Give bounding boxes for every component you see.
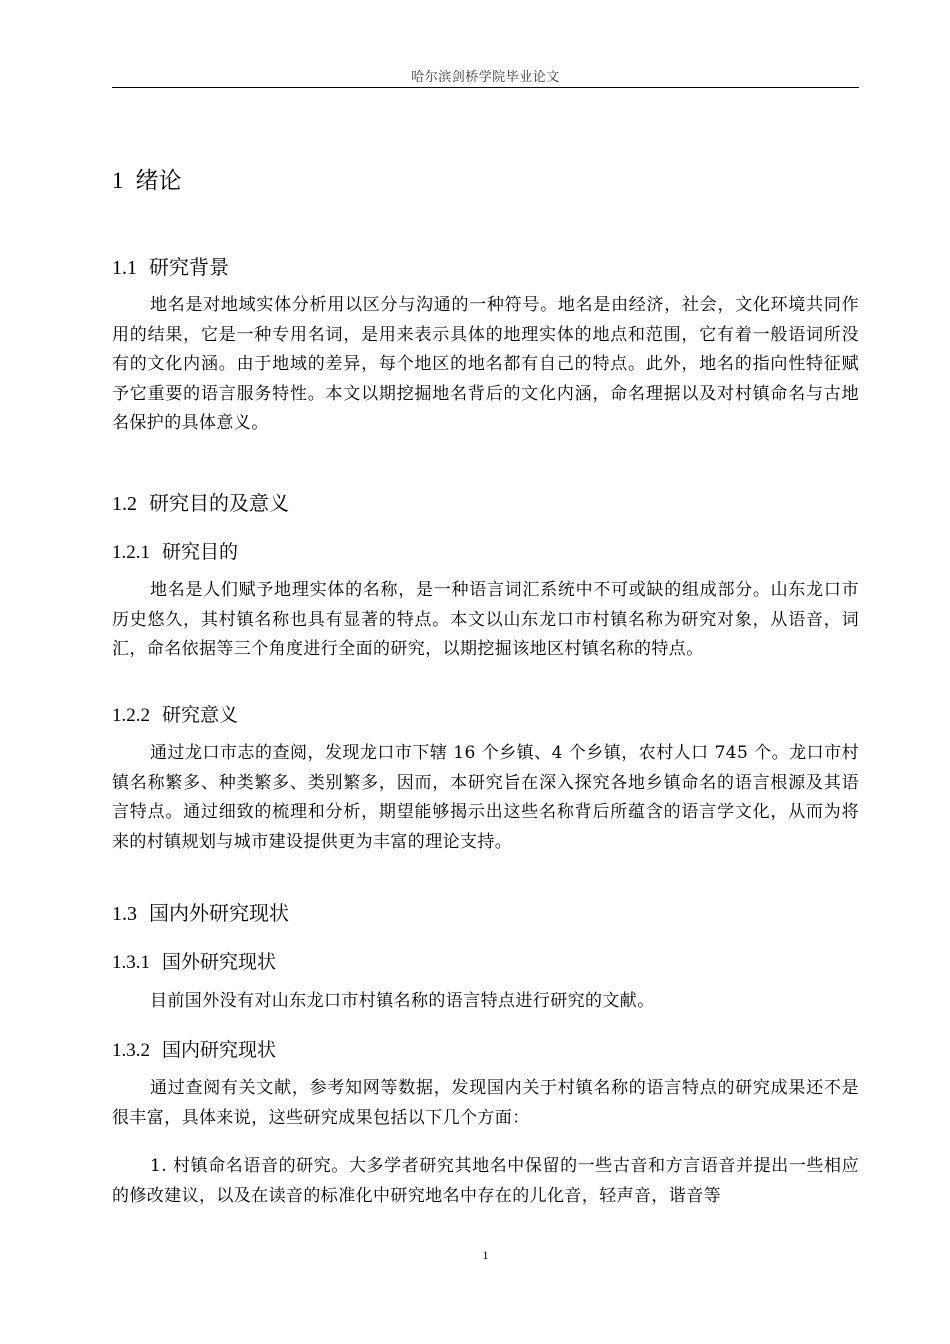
subsection-heading-1-2-2	[112, 700, 238, 727]
section-title: 研究背景	[149, 255, 229, 279]
section-title: 研究目的及意义	[149, 491, 289, 515]
section-title: 国内外研究现状	[149, 901, 289, 925]
subsection-heading-1-3-2	[112, 1035, 276, 1062]
subsection-number: 1.3.1	[112, 952, 150, 973]
section-number: 1.3	[112, 903, 137, 925]
page-number: 1	[482, 1248, 489, 1262]
paragraph-research-significance: 通过龙口市志的查阅，发现龙口市下辖 16 个乡镇、4 个乡镇，农村人口 745 个。龙口市村镇名称繁多、种类繁多、类别繁多，因而，本研究旨在深入探究各地乡镇命名的语言根源及其语言特点。通过细致的梳理和分析，期望能够揭示出这些名称背后所蕴含的语言学文化，从而为将来的村镇规划与城市建设提供更为丰富的理论支持。	[112, 743, 859, 852]
subsection-title: 研究意义	[162, 704, 239, 726]
paragraph-domestic-research: 通过查阅有关文献，参考知网等数据，发现国内关于村镇名称的语言特点的研究成果还不是很丰富，具体来说，这些研究成果包括以下几个方面：	[112, 1078, 859, 1128]
list-item-1: 1. 村镇命名语音的研究。大多学者研究其地名中保留的一些古音和方言语音并提出一些相应的修改建议，以及在读音的标准化中研究地名中存在的儿化音，轻声音，谐音等	[112, 1156, 859, 1206]
subsection-number: 1.3.2	[112, 1040, 150, 1061]
section-heading-1-2	[112, 487, 289, 516]
paragraph-foreign-research: 目前国外没有对山东龙口市村镇名称的语言特点进行研究的文献。	[150, 991, 655, 1011]
paragraph-research-background: 地名是对地域实体分析用以区分与沟通的一种符号。地名是由经济，社会，文化环境共同作用的结果，它是一种专用名词，是用来表示具体的地理实体的地点和范围，它有着一般语词所没有的文化内涵。由于地域的差异，每个地区的地名都有自己的特点。此外，地名的指向性特征赋予它重要的语言服务特性。本文以期挖掘地名背后的文化内涵，命名理据以及对村镇命名与古地名保护的具体意义。	[112, 295, 859, 434]
subsection-number: 1.2.1	[112, 542, 150, 563]
chapter-title: 绪论	[135, 168, 182, 194]
subsection-title: 国外研究现状	[162, 951, 277, 973]
section-number: 1.2	[112, 493, 137, 515]
subsection-heading-1-3-1	[112, 947, 276, 974]
paragraph-research-purpose: 地名是人们赋予地理实体的名称，是一种语言词汇系统中不可或缺的组成部分。山东龙口市历史悠久，其村镇名称也具有显著的特点。本文以山东龙口市村镇名称为研究对象，从语音，词汇，命名依据等三个角度进行全面的研究，以期挖掘该地区村镇名称的特点。	[112, 580, 859, 660]
subsection-title: 研究目的	[162, 541, 239, 563]
section-number: 1.1	[112, 257, 137, 279]
subsection-heading-1-2-1	[112, 537, 238, 564]
chapter-number: 1	[112, 168, 124, 193]
section-heading-1-3	[112, 897, 289, 926]
subsection-title: 国内研究现状	[162, 1039, 277, 1061]
section-heading-1-1	[112, 251, 229, 280]
chapter-heading	[112, 162, 182, 195]
running-header: 哈尔滨剑桥学院毕业论文	[411, 70, 560, 85]
subsection-number: 1.2.2	[112, 705, 150, 726]
header-rule	[112, 87, 859, 88]
